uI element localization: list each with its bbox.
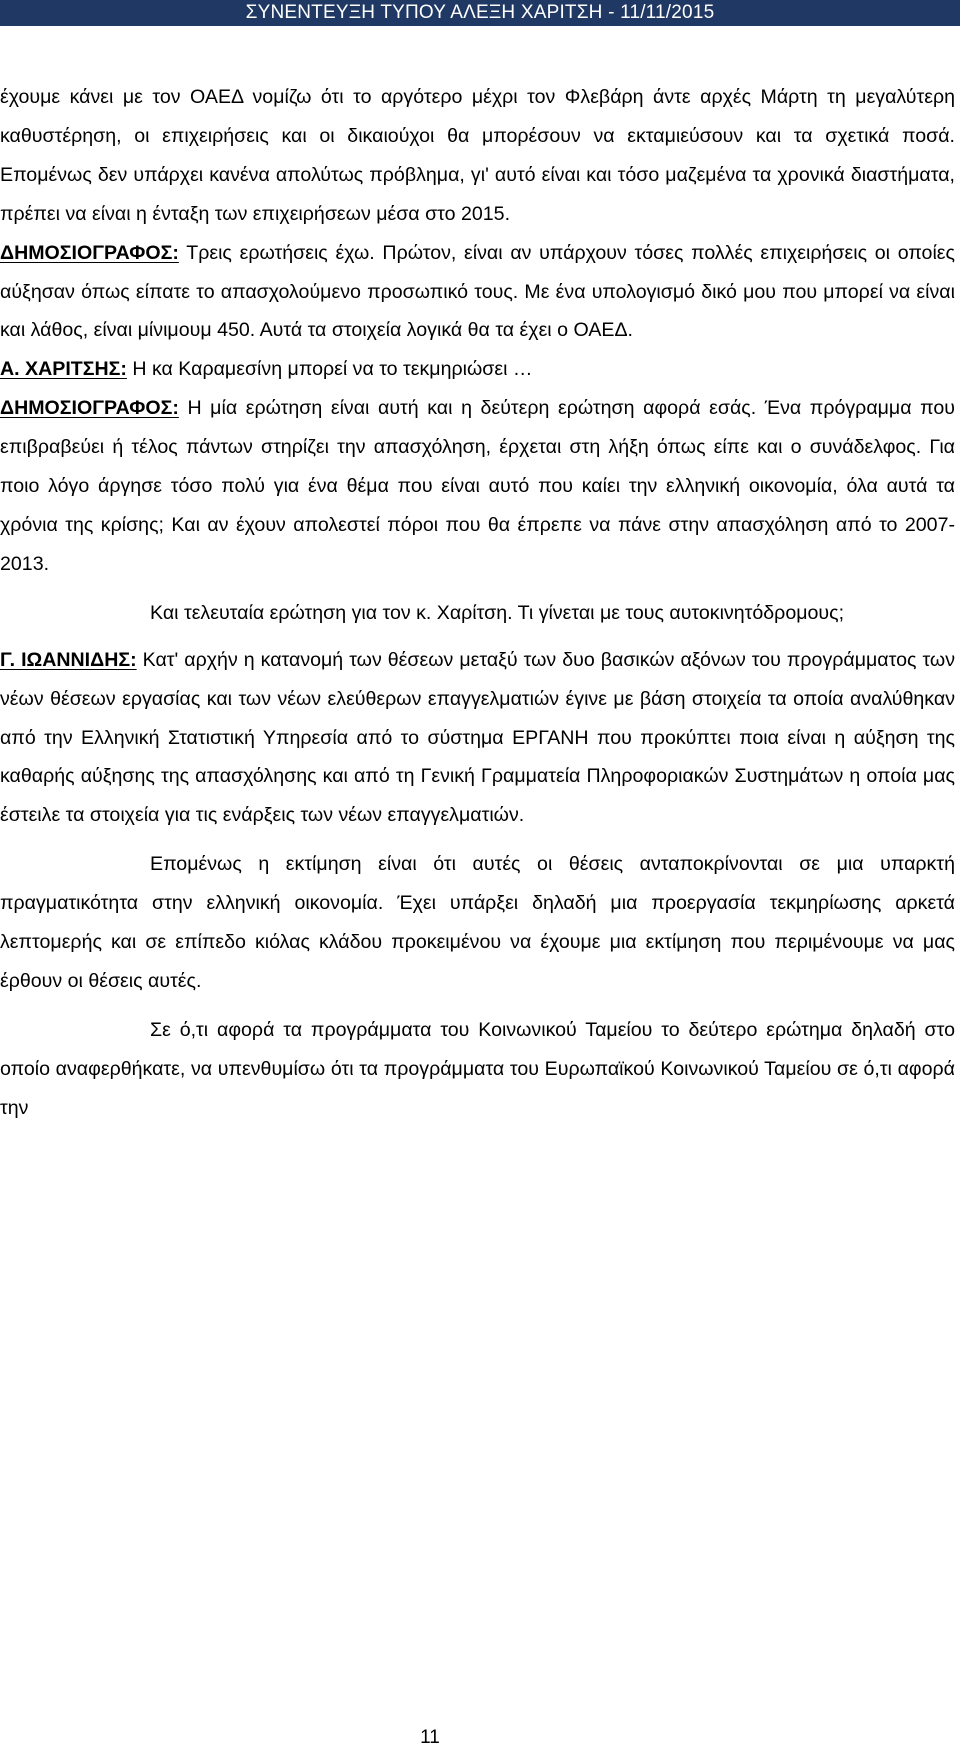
paragraph xyxy=(0,594,955,633)
paragraph xyxy=(0,641,955,836)
paragraph xyxy=(0,78,955,234)
document-header xyxy=(0,0,960,26)
header-title: ΣΥΝΕΝΤΕΥΞΗ ΤΥΠΟΥ ΑΛΕΞΗ ΧΑΡΙΤΣΗ - 11/11/2015 xyxy=(245,2,715,23)
paragraph-text: Η κα Καραμεσίνη μπορεί να το τεκμηριώσει … xyxy=(126,358,533,381)
paragraph-text: Τρεις ερωτήσεις έχω. Πρώτον, είναι αν υπάρχουν τόσες πολλές επιχειρήσεις οι οποίες αύξησαν όπως είπατε το απασχολούμενο προσωπικό τους. Με ένα υπολογισμό δικό μου που μπορεί να είναι και λάθος, είναι μίνιμουμ 450. Αυτά τα στοιχεία λογικά θα τα έχει ο ΟΑΕΔ. xyxy=(0,241,955,342)
document-body xyxy=(0,78,955,1128)
paragraph xyxy=(0,389,955,584)
paragraph-text: Η μία ερώτηση είναι αυτή και η δεύτερη ερώτηση αφορά εσάς. Ένα πρόγραμμα που επιβραβεύει ή τέλος πάντων στηρίζει την απασχόληση, έρχεται στη λήξη όπως είπε και ο συνάδελφος. Για ποιο λόγο άργησε τόσο πολύ για ένα θέμα που είναι αυτό που καίει την ελληνική οικονομία, όλα αυτά τα χρόνια της κρίσης; Και αν έχουν απολεστεί πόροι που θα έπρεπε να πάνε στην απασχόληση από το 2007-2013. xyxy=(0,397,955,575)
speaker-label: Α. ΧΑΡΙΤΣΗΣ: xyxy=(0,358,127,381)
speaker-label: ΔΗΜΟΣΙΟΓΡΑΦΟΣ: xyxy=(0,241,179,264)
paragraph xyxy=(0,234,955,351)
speaker-label: ΔΗΜΟΣΙΟΓΡΑΦΟΣ: xyxy=(0,397,179,420)
paragraph xyxy=(0,1011,955,1128)
paragraph-text: έχουμε κάνει με τον ΟΑΕΔ νομίζω ότι το αργότερο μέχρι τον Φλεβάρη άντε αρχές Μάρτη τη μεγαλύτερη καθυστέρηση, οι επιχειρήσεις και οι δικαιούχοι θα μπορέσουν να εκταμιεύσουν και τα σχετικά ποσά. Επομένως δεν υπάρχει κανένα απολύτως πρόβλημα, γι' αυτό είναι και τόσο μαζεμένα τα χρονικά διαστήματα, πρέπει να είναι η ένταξη των επιχειρήσεων μέσα στο 2015. xyxy=(0,86,955,225)
paragraph-text: Και τελευταία ερώτηση για τον κ. Χαρίτση. Τι γίνεται με τους αυτοκινητόδρομους; xyxy=(150,601,845,624)
speaker-label: Γ. ΙΩΑΝΝΙΔΗΣ: xyxy=(0,648,137,671)
paragraph-text: Επομένως η εκτίμηση είναι ότι αυτές οι θέσεις ανταποκρίνονται σε μια υπαρκτή πραγματικότητα στην ελληνική οικονομία. Έχει υπάρξει δηλαδή μια προεργασία τεκμηρίωσης αρκετά λεπτομερής και σε επίπεδο κιόλας κλάδου προκειμένου να έχουμε μια εκτίμηση που περιμένουμε να μας έρθουν οι θέσεις αυτές. xyxy=(0,853,955,992)
paragraph-text: Σε ό,τι αφορά τα προγράμματα του Κοινωνικού Ταμείου το δεύτερο ερώτημα δηλαδή στο οποίο αναφερθήκατε, να υπενθυμίσω ότι τα προγράμματα του Ευρωπαϊκού Κοινωνικού Ταμείου σε ό,τι αφορά την xyxy=(0,1018,955,1119)
paragraph xyxy=(0,845,955,1001)
paragraph-text: Κατ' αρχήν η κατανομή των θέσεων μεταξύ των δυο βασικών αξόνων του προγράμματος των νέων θέσεων εργασίας και των νέων ελεύθερων επαγγελματιών έγινε με βάση στοιχεία τα οποία αναλύθηκαν από την Ελληνική Στατιστική Υπηρεσία από το σύστημα ΕΡΓΑΝΗ που προκύπτει ποια είναι η αύξηση της καθαρής αύξησης της απασχόλησης και από τη Γενική Γραμματεία Πληροφοριακών Συστημάτων η οποία μας έστειλε τα στοιχεία για τις ενάρξεις των νέων επαγγελματιών. xyxy=(0,648,955,827)
paragraph xyxy=(0,350,955,389)
page-number: 11 xyxy=(420,1727,440,1748)
